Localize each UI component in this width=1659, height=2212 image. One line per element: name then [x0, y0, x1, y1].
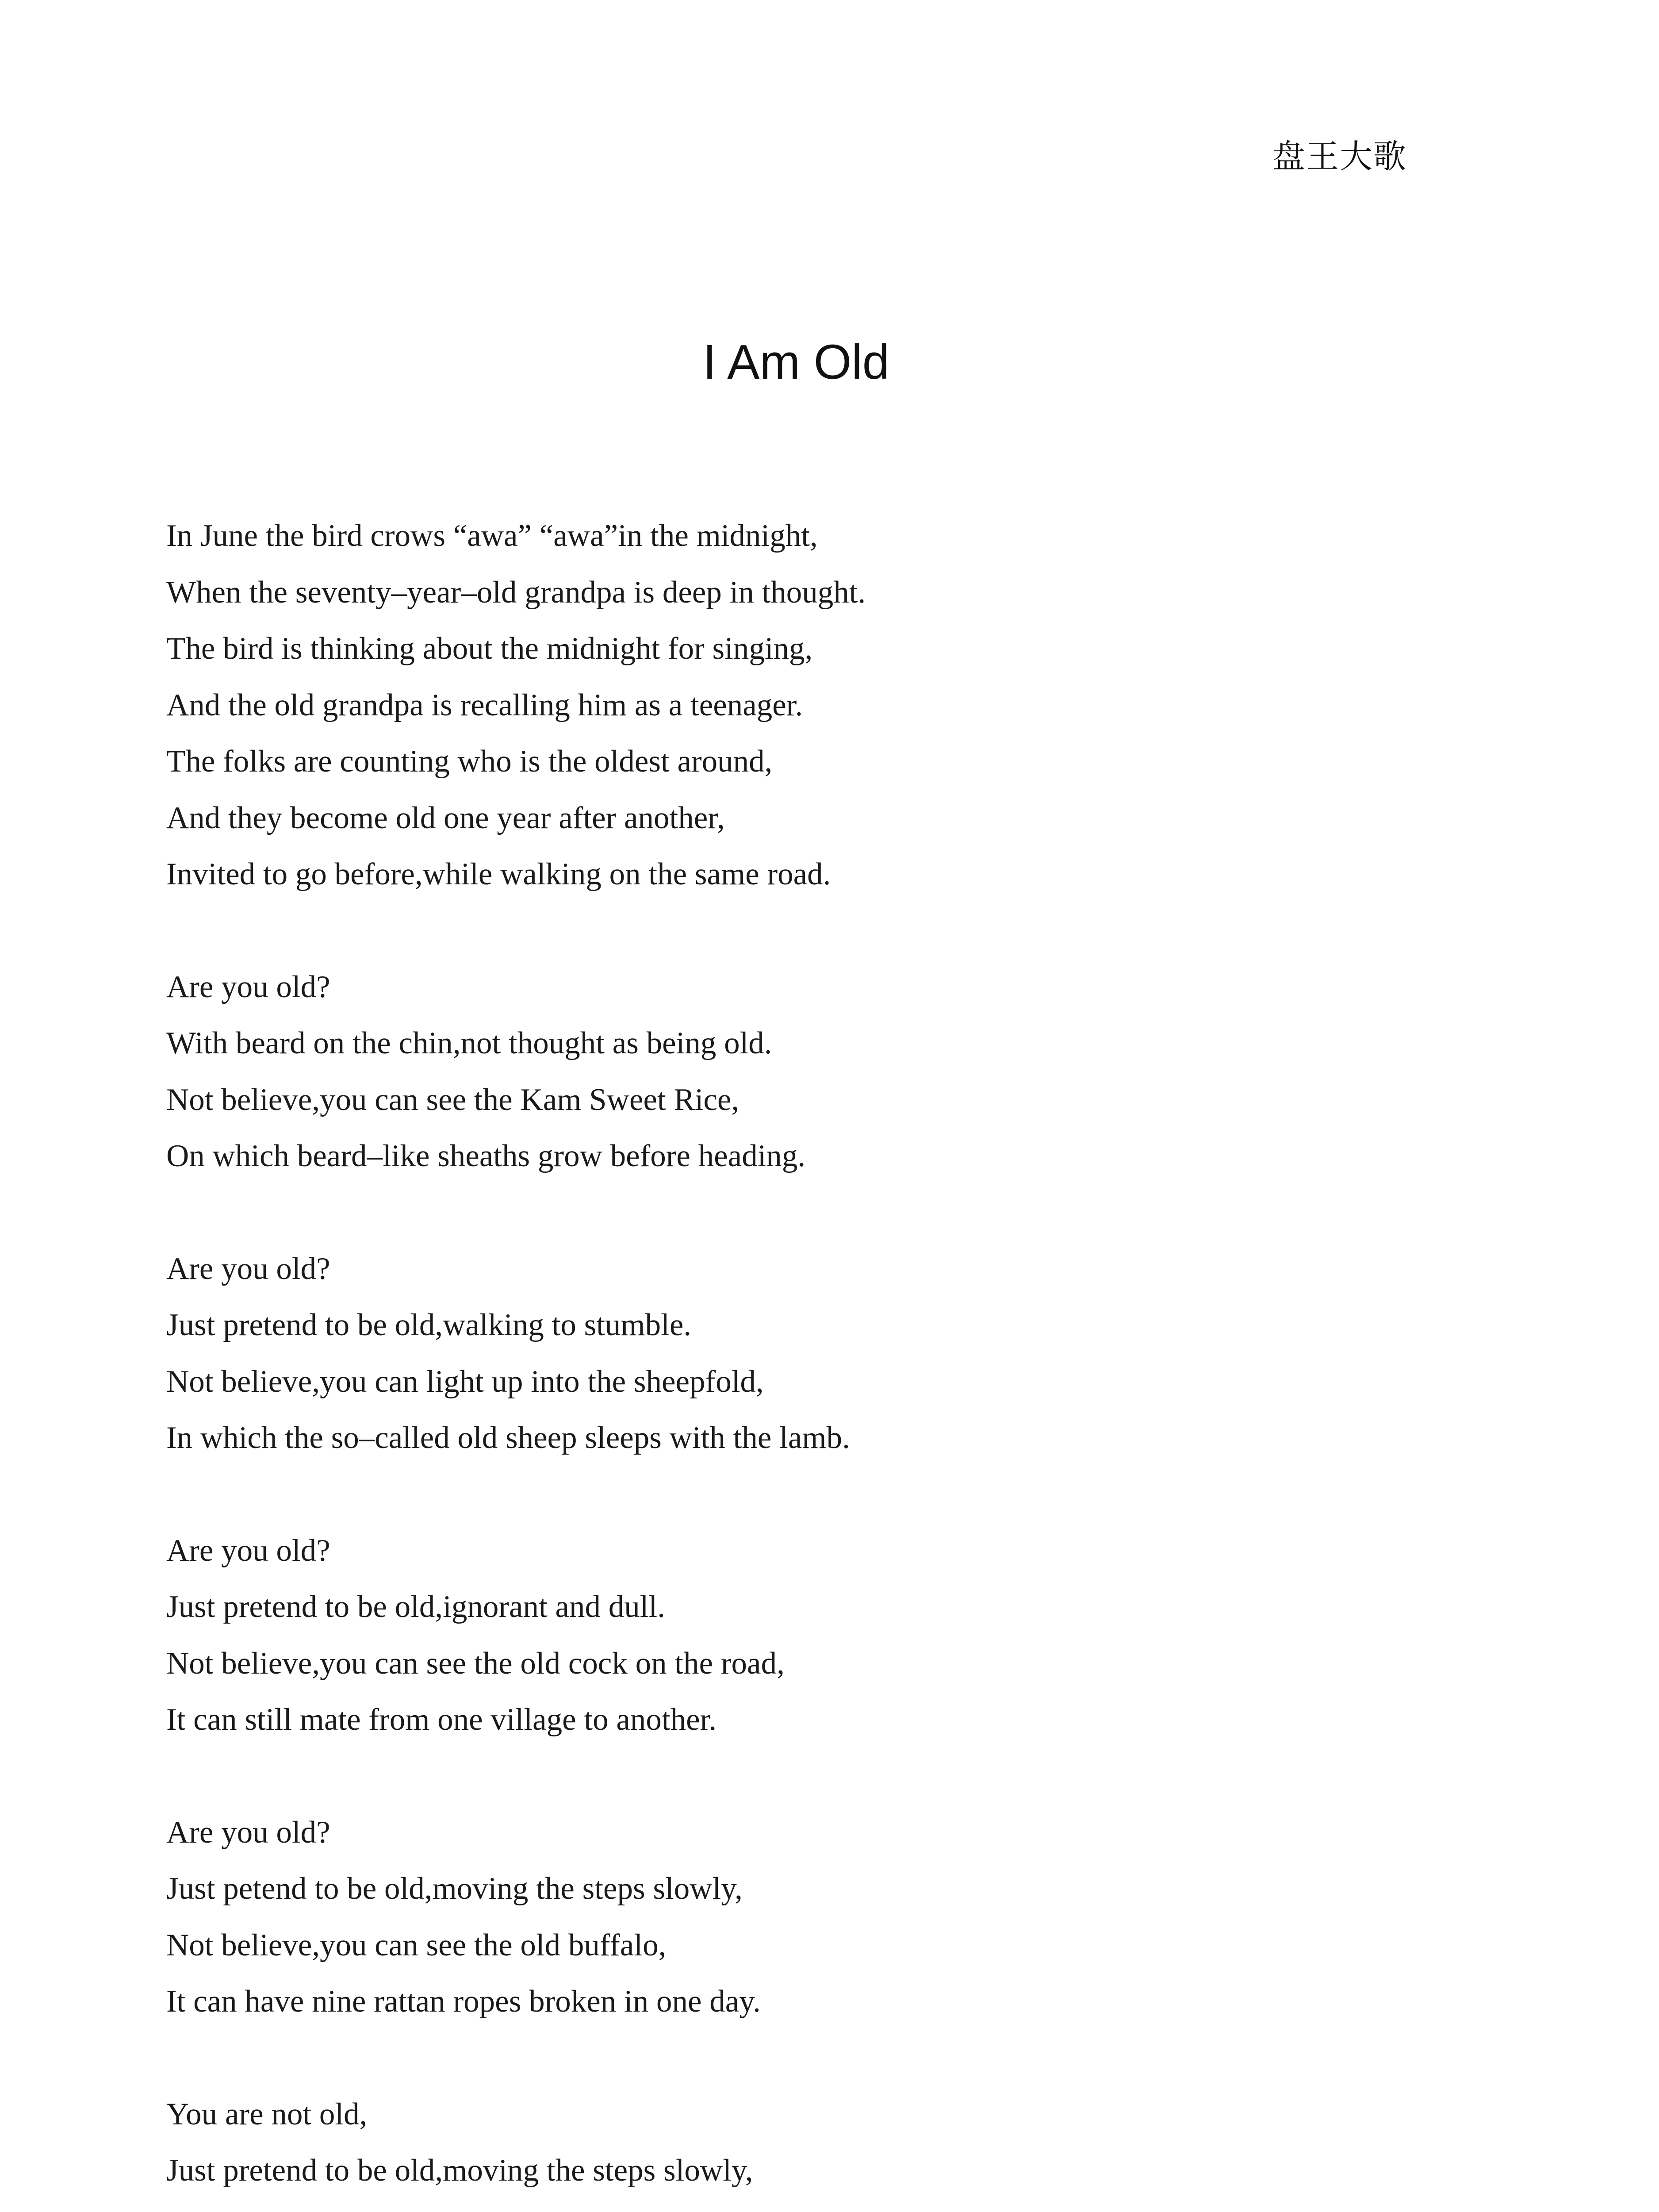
- poem-line: And they become old one year after another,: [166, 800, 725, 835]
- stanza-4: [166, 1523, 1449, 1748]
- stanza-1: [166, 508, 1449, 903]
- poem-line: Are you old?: [166, 1251, 330, 1286]
- poem-line: The folks are counting who is the oldest around,: [166, 744, 773, 779]
- poem-line: On which beard–like sheaths grow before heading.: [166, 1139, 806, 1173]
- poem-line: Are you old?: [166, 1533, 330, 1568]
- poem-line: Just pretend to be old,walking to stumble.: [166, 1308, 692, 1342]
- poem-line: Are you old?: [166, 1815, 330, 1850]
- stanza-3: [166, 1241, 1449, 1467]
- poem-line: It can have nine rattan ropes broken in one day.: [166, 1984, 761, 2019]
- poem-line: The bird is thinking about the midnight for singing,: [166, 631, 813, 666]
- stanza-5: [166, 1805, 1449, 2030]
- poem-line: With beard on the chin,not thought as being old.: [166, 1026, 772, 1060]
- stanza-6: [166, 2086, 1449, 2199]
- poem-line: Just petend to be old,moving the steps slowly,: [166, 1871, 743, 1906]
- poem-line: And the old grandpa is recalling him as a teenager.: [166, 687, 803, 722]
- poem-line: Just pretend to be old,ignorant and dull.: [166, 1590, 665, 1624]
- stanza-2: [166, 959, 1449, 1185]
- poem-line: When the seventy–year–old grandpa is deep in thought.: [166, 575, 866, 610]
- poem-line: Not believe,you can see the Kam Sweet Rice,: [166, 1082, 739, 1117]
- poem-line: You are not old,: [166, 2097, 368, 2131]
- poem-line: In June the bird crows “awa” “awa”in the midnight,: [166, 518, 818, 553]
- poem-line: Invited to go before,while walking on the same road.: [166, 857, 831, 891]
- poem-line: Just pretend to be old,moving the steps slowly,: [166, 2153, 753, 2188]
- poem-title: I Am Old: [703, 335, 889, 389]
- poem-line: Not believe,you can see the old cock on the road,: [166, 1646, 785, 1681]
- poem-line: Not believe,you can light up into the sheepfold,: [166, 1364, 764, 1399]
- poem-line: In which the so–called old sheep sleeps with the lamb.: [166, 1421, 850, 1455]
- poem-line: Not believe,you can see the old buffalo,: [166, 1928, 667, 1962]
- running-head: 盘王大歌: [1272, 138, 1407, 176]
- poem-line: Are you old?: [166, 969, 330, 1004]
- poem-body: [166, 508, 1449, 2199]
- poem-line: It can still mate from one village to another.: [166, 1702, 717, 1737]
